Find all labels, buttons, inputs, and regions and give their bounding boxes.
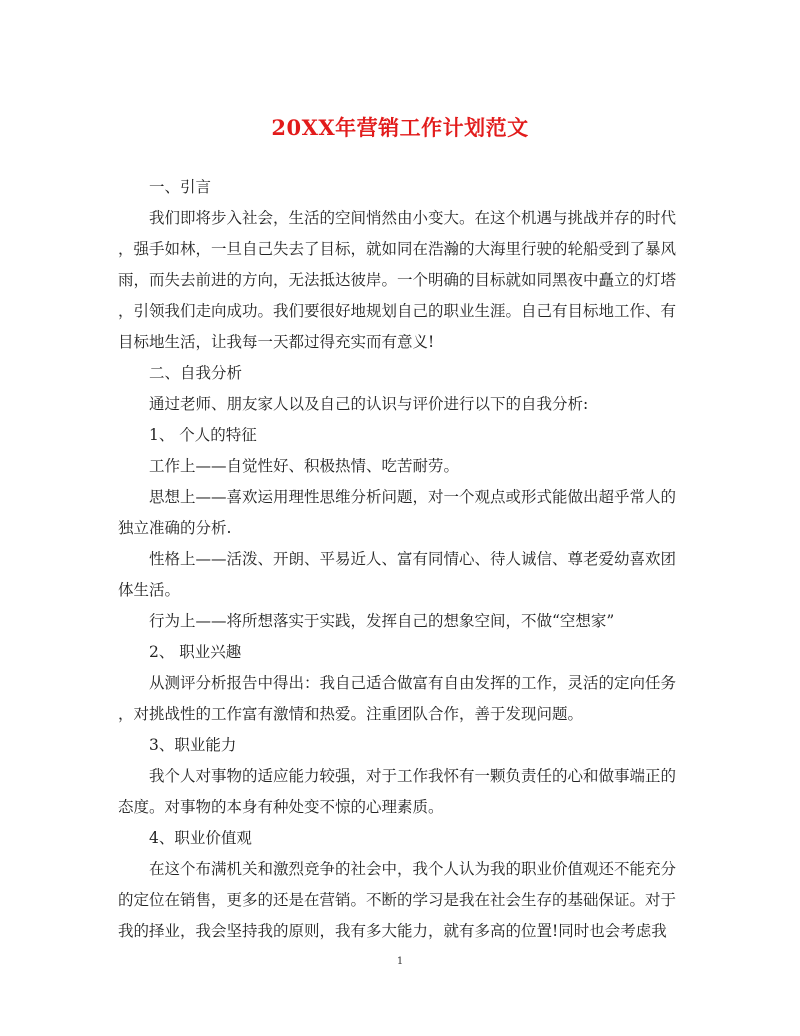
paragraph-line: 我个人对事物的适应能力较强，对于工作我怀有一颗负责任的心和做事端正的 [149, 767, 677, 785]
subsection-heading-career-interest: 2、 职业兴趣 [149, 643, 242, 661]
paragraph-line: 的定位在销售，更多的还是在营销。不断的学习是我在社会生存的基础保证。对于 [118, 891, 677, 909]
subsection-heading-career-values: 4、职业价值观 [149, 829, 252, 847]
section-heading-introduction: 一、引言 [149, 178, 212, 196]
paragraph-line: 工作上——自觉性好、积极热情、吃苦耐劳。 [149, 457, 460, 475]
subsection-heading-personal-traits: 1、 个人的特征 [149, 426, 257, 444]
paragraph-line: 通过老师、朋友家人以及自己的认识与评价进行以下的自我分析: [149, 395, 589, 413]
paragraph-line: 性格上——活泼、开朗、平易近人、富有同情心、待人诚信、尊老爱幼喜欢团 [149, 550, 677, 568]
paragraph-line: ，引领我们走向成功。我们要很好地规划自己的职业生涯。自己有目标地工作、有 [118, 302, 677, 320]
paragraph-line: 从测评分析报告中得出：我自己适合做富有自由发挥的工作，灵活的定向任务 [149, 674, 677, 692]
paragraph-line: 我们即将步入社会，生活的空间悄然由小变大。在这个机遇与挑战并存的时代 [149, 209, 677, 227]
paragraph-line: ，对挑战性的工作富有激情和热爱。注重团队合作，善于发现问题。 [118, 705, 584, 723]
page-number: 1 [396, 956, 404, 967]
subsection-heading-career-ability: 3、职业能力 [149, 736, 237, 754]
section-heading-self-analysis: 二、自我分析 [149, 364, 243, 382]
paragraph-line: 体生活。 [118, 581, 181, 599]
paragraph-line: 独立准确的分析. [118, 519, 232, 537]
document-body [118, 172, 690, 947]
paragraph-line: 在这个布满机关和激烈竞争的社会中，我个人认为我的职业价值观还不能充分 [149, 860, 677, 878]
paragraph-line: 我的择业，我会坚持我的原则，我有多大能力，就有多高的位置!同时也会考虑我 [118, 922, 667, 940]
paragraph-line: 思想上——喜欢运用理性思维分析问题，对一个观点或形式能做出超乎常人的 [149, 488, 677, 506]
paragraph-line: 行为上——将所想落实于实践，发挥自己的想象空间，不做“空想家” [149, 612, 615, 630]
paragraph-line: ，强手如林，一旦自己失去了目标，就如同在浩瀚的大海里行驶的轮船受到了暴风 [118, 240, 677, 258]
paragraph-line: 雨，而失去前进的方向，无法抵达彼岸。一个明确的目标就如同黑夜中矗立的灯塔 [118, 271, 677, 289]
paragraph-line: 态度。对事物的本身有种处变不惊的心理素质。 [118, 798, 444, 816]
document-title: 20XX年营销工作计划范文 [271, 115, 529, 140]
paragraph-line: 目标地生活，让我每一天都过得充实而有意义! [118, 333, 435, 351]
